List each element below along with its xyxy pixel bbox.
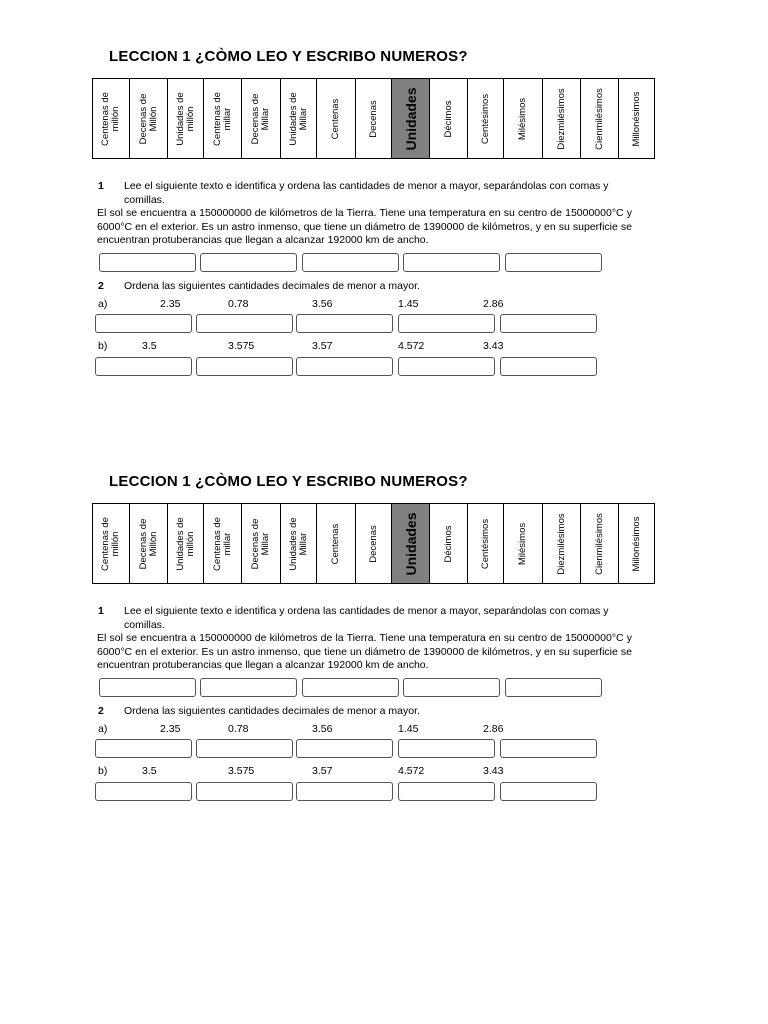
lesson-title: LECCION 1 ¿CÒMO LEO Y ESCRIBO NUMEROS? [109, 48, 468, 65]
answer-box[interactable] [95, 739, 192, 758]
decimal-value: 1.45 [398, 298, 419, 310]
answer-box[interactable] [500, 782, 597, 801]
question-2-number: 2 [98, 705, 104, 717]
place-value-column [468, 504, 504, 584]
place-value-header: Diezmilésimos [555, 512, 567, 575]
answer-box[interactable] [403, 678, 500, 697]
decimal-value: 3.5 [142, 340, 157, 352]
decimal-value: 0.78 [228, 298, 249, 310]
question-2-instruction: Ordena las siguientes cantidades decimales de menor a mayor. [124, 705, 420, 717]
decimal-value: 4.572 [398, 765, 425, 777]
worksheet-bottom [0, 473, 768, 893]
decimal-value: 3.575 [228, 765, 255, 777]
place-value-header: Centenas de millar [211, 516, 233, 571]
place-value-column [581, 504, 619, 584]
answer-box[interactable] [398, 782, 495, 801]
answer-box[interactable] [500, 357, 597, 376]
part-b-label: b) [98, 765, 108, 777]
place-value-column [430, 79, 468, 159]
question-1-instruction-cont: comillas. [124, 194, 165, 206]
place-value-column [504, 504, 543, 584]
place-value-column [168, 504, 204, 584]
decimal-value: 3.56 [312, 298, 333, 310]
answer-box[interactable] [505, 678, 602, 697]
place-value-column [504, 79, 543, 159]
place-value-header: Centenas de millar [211, 91, 233, 146]
place-value-header: Milésimos [517, 522, 528, 565]
place-value-header: Centenas [330, 523, 341, 564]
worksheet-top [0, 48, 768, 468]
place-value-table [92, 78, 655, 159]
place-value-column [468, 79, 504, 159]
place-value-column [130, 79, 168, 159]
answer-box[interactable] [296, 782, 393, 801]
answer-box[interactable] [398, 314, 495, 333]
question-2-instruction: Ordena las siguientes cantidades decimales de menor a mayor. [124, 280, 420, 292]
answer-box[interactable] [403, 253, 500, 272]
place-value-header: Diezmilésimos [555, 87, 567, 150]
place-value-column [543, 79, 581, 159]
answer-box[interactable] [200, 253, 297, 272]
answer-box[interactable] [398, 739, 495, 758]
sun-paragraph: El sol se encuentra a 150000000 de kilómetros de la Tierra. Tiene una temperatura en su centro de 15000000°C y 6000°C en el exterior. Es un astro inmenso, que tiene un diámetro de 1390000 de kilómetros, y en su superficie se encuentran protuberancias que llegan a alcanzar 192000 km de ancho. [97, 632, 632, 671]
answer-box[interactable] [99, 678, 196, 697]
place-value-header: Centenas de millón [100, 516, 121, 571]
place-value-column [281, 79, 317, 159]
answer-box[interactable] [196, 739, 293, 758]
place-value-column [93, 504, 130, 584]
answer-box[interactable] [398, 357, 495, 376]
place-value-header: Unidades [402, 86, 419, 151]
place-value-header: Decenas de Millón [137, 93, 159, 144]
place-value-header: Unidades de millón [174, 516, 196, 571]
place-value-header: Décimos [442, 525, 454, 562]
answer-box[interactable] [200, 678, 297, 697]
place-value-column [168, 79, 204, 159]
decimal-value: 4.572 [398, 340, 425, 352]
answer-box[interactable] [296, 314, 393, 333]
answer-box[interactable] [95, 314, 192, 333]
question-1-instruction: Lee el siguiente texto e identifica y ordena las cantidades de menor a mayor, separándolas con comas y [124, 180, 609, 192]
question-2-number: 2 [98, 280, 104, 292]
place-value-column [392, 504, 430, 584]
place-value-column [317, 504, 356, 584]
place-value-header: Millonésimos [630, 516, 642, 571]
question-1-number: 1 [98, 180, 104, 192]
place-value-column [619, 79, 655, 159]
decimal-value: 3.43 [483, 340, 504, 352]
answer-box[interactable] [99, 253, 196, 272]
place-value-column [317, 79, 356, 159]
place-value-header: Cienmilésimos [593, 512, 605, 575]
answer-box[interactable] [302, 678, 399, 697]
decimal-value: 3.5 [142, 765, 157, 777]
part-a-label: a) [98, 723, 108, 735]
place-value-header: Decenas de Millar [250, 93, 271, 144]
answer-box[interactable] [296, 357, 393, 376]
question-1-instruction-cont: comillas. [124, 619, 165, 631]
place-value-column [242, 79, 281, 159]
place-value-header: Decenas [367, 99, 379, 138]
decimal-value: 3.575 [228, 340, 255, 352]
place-value-column [619, 504, 655, 584]
place-value-header: Cienmilésimos [593, 87, 605, 150]
sun-paragraph: El sol se encuentra a 150000000 de kilómetros de la Tierra. Tiene una temperatura en su centro de 15000000°C y 6000°C en el exterior. Es un astro inmenso, que tiene un diámetro de 1390000 de kilómetros, y en su superficie se encuentran protuberancias que llegan a alcanzar 192000 km de ancho. [97, 207, 632, 246]
place-value-column [581, 79, 619, 159]
place-value-column [204, 504, 242, 584]
place-value-column [204, 79, 242, 159]
answer-box[interactable] [95, 782, 192, 801]
answer-box[interactable] [95, 357, 192, 376]
answer-box[interactable] [296, 739, 393, 758]
decimal-value: 3.43 [483, 765, 504, 777]
lesson-title: LECCION 1 ¿CÒMO LEO Y ESCRIBO NUMEROS? [109, 473, 468, 490]
answer-box[interactable] [500, 739, 597, 758]
decimal-value: 0.78 [228, 723, 249, 735]
place-value-column [356, 79, 392, 159]
question-1-number: 1 [98, 605, 104, 617]
place-value-header: Centésimos [479, 93, 491, 144]
decimal-value: 2.35 [160, 723, 181, 735]
place-value-column [93, 79, 130, 159]
place-value-header: Centenas [330, 98, 341, 139]
decimal-value: 3.57 [312, 765, 333, 777]
place-value-header: Centenas de millón [100, 91, 121, 146]
place-value-column [356, 504, 392, 584]
part-b-label: b) [98, 340, 108, 352]
place-value-header: Decenas de Millar [250, 518, 271, 569]
answer-box[interactable] [196, 782, 293, 801]
place-value-header: Milésimos [517, 97, 528, 140]
place-value-column [281, 504, 317, 584]
decimal-value: 1.45 [398, 723, 419, 735]
place-value-header: Décimos [442, 100, 454, 137]
answer-box[interactable] [505, 253, 602, 272]
place-value-header: Unidades de Millar [287, 516, 309, 571]
answer-box[interactable] [500, 314, 597, 333]
decimal-value: 2.86 [483, 723, 504, 735]
place-value-column [242, 504, 281, 584]
answer-box[interactable] [196, 314, 293, 333]
decimal-value: 2.86 [483, 298, 504, 310]
place-value-header: Unidades de Millar [287, 91, 309, 146]
place-value-header: Millonésimos [630, 91, 642, 146]
place-value-header: Decenas de Millón [137, 518, 159, 569]
decimal-value: 2.35 [160, 298, 181, 310]
part-a-label: a) [98, 298, 108, 310]
place-value-header: Unidades de millón [174, 91, 196, 146]
place-value-header: Centésimos [479, 518, 491, 569]
place-value-column [130, 504, 168, 584]
decimal-value: 3.57 [312, 340, 333, 352]
answer-box[interactable] [196, 357, 293, 376]
place-value-header: Decenas [367, 524, 379, 563]
answer-box[interactable] [302, 253, 399, 272]
place-value-column [392, 79, 430, 159]
place-value-column [543, 504, 581, 584]
place-value-header: Unidades [402, 511, 419, 576]
decimal-value: 3.56 [312, 723, 333, 735]
place-value-column [430, 504, 468, 584]
place-value-table [92, 503, 655, 584]
question-1-instruction: Lee el siguiente texto e identifica y ordena las cantidades de menor a mayor, separándolas con comas y [124, 605, 609, 617]
